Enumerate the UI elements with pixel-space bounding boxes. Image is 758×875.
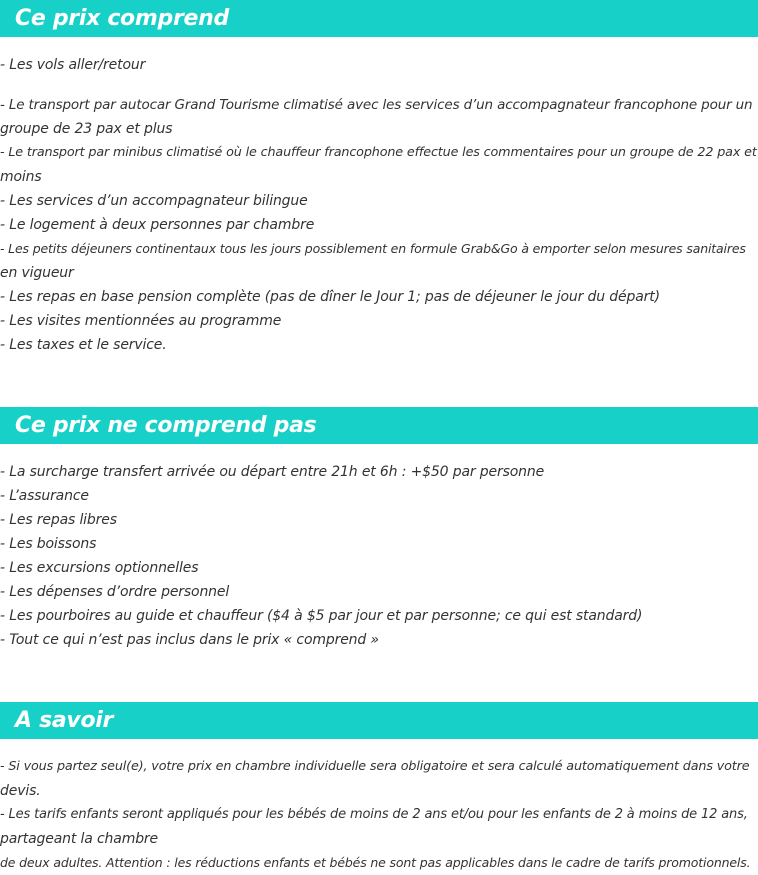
list-item: - Le transport par autocar Grand Tourisme climatisé avec les services d’un accompagnateur francophone pour un (0, 97, 753, 113)
included-section (0, 0, 758, 357)
list-item: - Tout ce qui n’est pas inclus dans le prix « comprend » (0, 632, 379, 648)
list-item: - Les tarifs enfants seront appliqués pour les bébés de moins de 2 ans et/ou pour les enfants de 2 à moins de 12 ans, (0, 807, 748, 822)
list-item: - Les pourboires au guide et chauffeur ($4 à $5 par jour et par personne; ce qui est standard) (0, 608, 643, 624)
list-item: - Les services d’un accompagnateur bilingue (0, 193, 308, 209)
to-know-header (0, 702, 758, 739)
list-item: - Les vols aller/retour (0, 57, 146, 73)
list-item: - Les petits déjeuners continentaux tous les jours possiblement en formule Grab&Go à emporter selon mesures sanitaires (0, 241, 746, 256)
not-included-section (0, 407, 758, 652)
list-item: de deux adultes. Attention : les réductions enfants et bébés ne sont pas applicables dans le cadre de tarifs promotionnels. (0, 855, 751, 870)
list-item: groupe de 23 pax et plus (0, 121, 173, 137)
list-item: - Le transport par minibus climatisé où le chauffeur francophone effectue les commentaires pour un groupe de 22 pax et (0, 145, 757, 160)
list-item: - Les repas en base pension complète (pas de dîner le Jour 1; pas de déjeuner le jour du départ) (0, 289, 660, 305)
to-know-section (0, 702, 758, 875)
list-item: moins (0, 169, 42, 185)
list-item: - Les dépenses d’ordre personnel (0, 584, 230, 600)
list-item: - Les repas libres (0, 512, 117, 528)
not-included-header (0, 407, 758, 444)
list-item: - Les excursions optionnelles (0, 560, 199, 576)
to-know-title: A savoir (15, 708, 114, 733)
included-first-list (0, 53, 758, 77)
not-included-title: Ce prix ne comprend pas (15, 413, 317, 438)
included-list (0, 93, 758, 357)
included-title: Ce prix comprend (15, 6, 229, 31)
included-header (0, 0, 758, 37)
list-item: devis. (0, 783, 41, 799)
not-included-list (0, 460, 758, 652)
list-item: - Les taxes et le service. (0, 337, 167, 353)
list-item: - Les visites mentionnées au programme (0, 313, 282, 329)
list-item: - Si vous partez seul(e), votre prix en chambre individuelle sera obligatoire et sera calculé automatiquement dans votre (0, 759, 750, 774)
list-item: partageant la chambre (0, 831, 158, 847)
list-item: - Le logement à deux personnes par chambre (0, 217, 315, 233)
list-item: - Les boissons (0, 536, 97, 552)
to-know-list (0, 755, 758, 875)
list-item: en vigueur (0, 265, 74, 281)
list-item: - L’assurance (0, 488, 89, 504)
list-item: - La surcharge transfert arrivée ou départ entre 21h et 6h : +$50 par personne (0, 464, 545, 480)
